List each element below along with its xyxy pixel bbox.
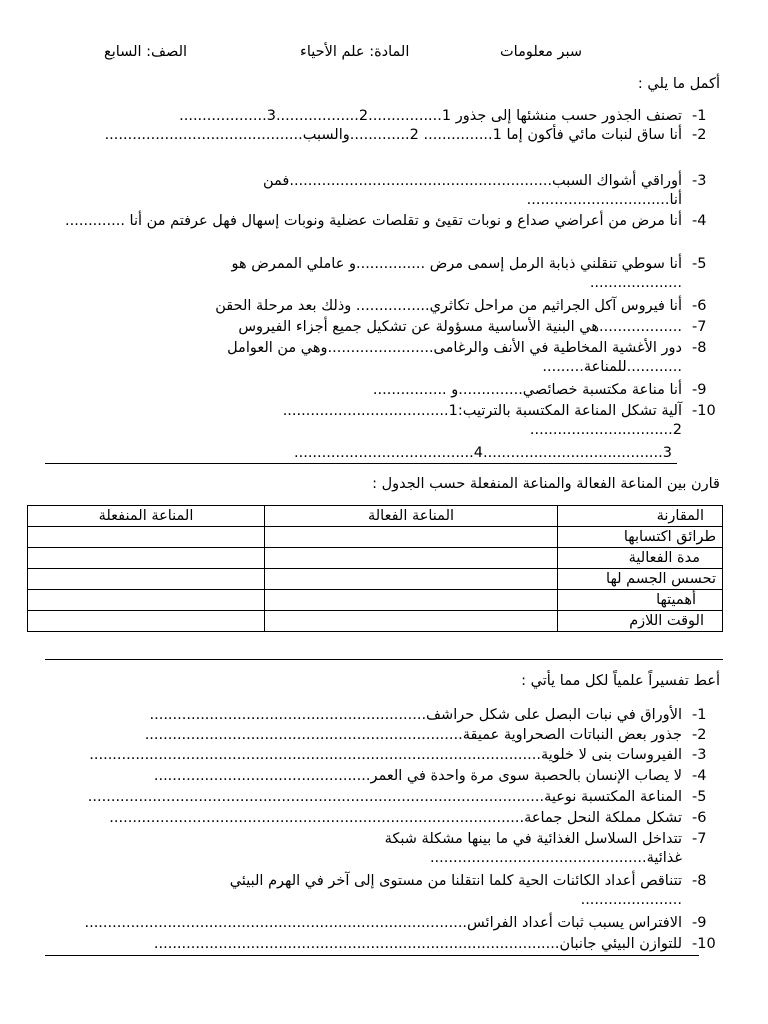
explain-item: -10 للتوازن البيئي جانبان........................................................................................ [153, 936, 716, 952]
answer-cell[interactable] [265, 611, 558, 632]
divider [45, 659, 723, 660]
worksheet-title: سبر معلومات [500, 44, 583, 60]
explain-item: -1 الأوراق في نبات البصل على شكل حراشف............................................................ [149, 707, 707, 723]
row-label: أهميتها [558, 590, 723, 611]
row-label: طرائق اكتسابها [558, 527, 723, 548]
explain-item: -8 تتناقص أعداد الكائنات الحية كلما انتقلنا من مستوى إلى آخر في الهرم البيئي ...................... [229, 873, 707, 908]
table-row [28, 611, 723, 632]
row-label: مدة الفعالية [558, 548, 723, 569]
answer-cell[interactable] [265, 590, 558, 611]
answer-cell[interactable] [265, 569, 558, 590]
column-header: المناعة المنفعلة [28, 506, 265, 527]
fill-item: -4 أنا مرض من أعراضي صداع و نوبات تقيئ و تقلصات عضلية ونوبات إسهال فهل عرفتم من أنا ............. [65, 213, 707, 229]
fill-item: -9 أنا مناعة مكتسبة خصائصي..............و ................ [372, 382, 707, 398]
answer-cell[interactable] [28, 611, 265, 632]
subject-label: المادة: علم الأحياء [300, 44, 410, 60]
column-header: المناعة الفعالة [265, 506, 558, 527]
section3-title: أعط تفسيراً علمياً لكل مما يأتي : [521, 673, 720, 689]
explain-item: -9 الافتراس يسبب ثبات أعداد الفرائس................................................................................... [84, 915, 707, 931]
fill-item: -1 تصنف الجذور حسب منشئها إلى جذور 1................2..................3................... [179, 108, 707, 124]
fill-item: -5 أنا سوطي تنقلني ذبابة الرمل إسمى مرض ...............و عاملي الممرض هو .................... [231, 256, 707, 291]
answer-cell[interactable] [28, 569, 265, 590]
fill-item: -7 ..................هي البنية الأساسية مسؤولة عن تشكيل جميع أجزاء الفيروس [238, 319, 707, 335]
answer-cell[interactable] [265, 527, 558, 548]
table-row [28, 569, 723, 590]
row-label: الوقت اللازم [558, 611, 723, 632]
grade-label: الصف: السابع [104, 44, 188, 60]
explain-item: -4 لا يصاب الإنسان بالحصبة سوى مرة واحدة في العمر............................................... [153, 768, 707, 784]
divider [45, 463, 677, 464]
answer-cell[interactable] [265, 548, 558, 569]
fill-item: -3 أوراقي أشواك السبب.........................................................فمن أنا............................... [262, 173, 707, 208]
row-label: تحسس الجسم لها [558, 569, 723, 590]
column-header: المقارنة [558, 506, 723, 527]
answer-cell[interactable] [28, 590, 265, 611]
comparison-table [27, 505, 723, 632]
explain-item: -5 المناعة المكتسبة نوعية................................................................................................... [87, 789, 707, 805]
explain-item: -7 تتداخل السلاسل الغذائية في ما بينها مشكلة شبكة غذائية............................................... [384, 831, 707, 866]
section1-title: أكمل ما يلي : [637, 76, 720, 92]
answer-cell[interactable] [28, 548, 265, 569]
answer-cell[interactable] [28, 527, 265, 548]
explain-item: -3 الفيروسات بنى لا خلوية.................................................................................................. [89, 747, 707, 763]
table-row [28, 527, 723, 548]
explain-item: -6 تشكل مملكة النحل جماعة.......................................................................................... [109, 810, 707, 826]
fill-item: 3.......................................4....................................... [294, 445, 672, 461]
table-row [28, 548, 723, 569]
fill-item: -10 آلية تشكل المناعة المكتسبة بالترتيب:1.................................... 2............................... [282, 403, 716, 438]
explain-item: -2 جذور بعض النباتات الصحراوية عميقة..................................................................... [144, 727, 707, 743]
section2-title: قارن بين المناعة الفعالة والمناعة المنفعلة حسب الجدول : [372, 476, 720, 492]
fill-item: -8 دور الأغشية المخاطية في الأنف والرغامى.......................وهي من العوامل ............للمناعة......... [227, 340, 707, 375]
fill-item: -2 أنا ساق لنبات مائي فأكون إما 1............... 2.............والسبب........................................... [104, 127, 707, 143]
table-header-row [28, 506, 723, 527]
divider [45, 955, 699, 956]
fill-item: -6 أنا فيروس آكل الجراثيم من مراحل تكاثري................ وذلك بعد مرحلة الحقن [215, 298, 707, 314]
table-row [28, 590, 723, 611]
